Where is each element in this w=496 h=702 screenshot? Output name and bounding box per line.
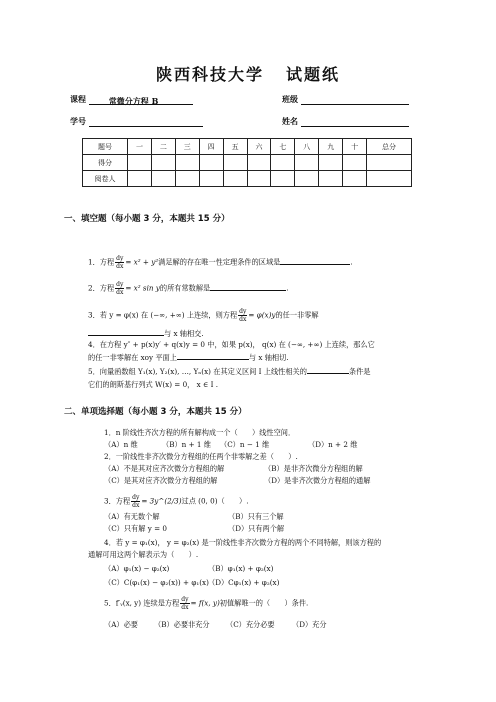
col-4: 四 [199,139,223,155]
option-b[interactable]: （B）φ₁(x) + φ₂(x) [208,564,274,573]
option-c[interactable]: （C）n − 1 维 [220,440,270,449]
q-num: 1．方程 [88,257,115,267]
col-9: 九 [319,139,343,155]
grader-cell[interactable] [128,171,152,187]
option-a[interactable]: （A）有无数个解 [104,512,160,521]
option-c[interactable]: （C）只有解 y = 0 [104,524,167,533]
class-blank [301,95,409,105]
score-cell[interactable] [295,155,319,171]
q-text: 与 x 轴相切. [248,353,289,362]
option-d[interactable]: （D）n + 2 维 [308,440,358,449]
s2-q2: 2．一阶线性非齐次微分方程组的任两个非零解之差（ ）. [104,452,298,461]
grader-cell[interactable] [367,171,412,187]
option-c[interactable]: （C）C(φ₁(x) − φ₂(x)) + φ₁(x) [104,578,209,587]
fraction [115,255,124,270]
option-d[interactable]: （D）Cφ₁(x) + φ₂(x) [208,578,280,587]
col-8: 八 [295,139,319,155]
s2-q4-cont: 通解可用这两个解表示为（ ）. [88,550,199,559]
score-cell[interactable] [247,155,271,171]
answer-blank[interactable] [88,328,164,336]
frac-bottom: dx [116,263,124,270]
s1-q3-cont [88,328,204,338]
grader-cell[interactable] [343,171,367,187]
s1-q2 [88,281,289,296]
grader-cell[interactable] [175,171,199,187]
col-2: 二 [151,139,175,155]
answer-blank[interactable] [210,283,289,293]
equation: = x² + y² [125,257,159,267]
q-end: . [350,257,353,267]
s2-q1: 1．n 阶线性齐次方程的所有解构成一个（ ）线性空间． [104,428,296,437]
class-field [282,94,409,105]
option-b[interactable]: （B）只有三个解 [228,512,284,521]
score-cell[interactable] [175,155,199,171]
option-a[interactable]: （A）必要 [104,620,138,629]
section1-heading: 一、填空题（每小题 3 分，本题共 15 分） [64,214,230,224]
q-num: 3．方程 [104,496,131,506]
name-field [282,116,409,127]
col-3: 三 [175,139,199,155]
col-5: 五 [223,139,247,155]
frac-bottom: dx [239,316,247,323]
s2-q1-options [104,440,357,449]
s1-q4 [88,340,375,349]
answer-blank[interactable] [177,352,249,360]
q-text: 5．向量函数组 Y₁(x), Y₂(x), …, Yₙ(x) 在其定义区间 I 上线性相关的 [88,367,307,376]
fraction [180,596,189,611]
frac-top: dy [181,596,189,603]
frac-top: dy [239,308,247,315]
s1-q3 [88,308,319,323]
row-label-number: 题号 [83,139,128,155]
option-b[interactable]: （B）是非齐次微分方程组的解 [264,464,363,473]
equation: = 3y^(2/3) [141,496,182,506]
option-c[interactable]: （C）是其对应齐次微分方程组的解 [104,476,218,485]
grader-cell[interactable] [151,171,175,187]
s2-q4-options-1 [104,564,273,573]
class-label: 班级 [282,94,298,104]
q-text: 的任一非零解 [275,310,319,320]
col-6: 六 [247,139,271,155]
score-cell[interactable] [223,155,247,171]
grader-cell[interactable] [319,171,343,187]
score-row [83,155,412,171]
option-d[interactable]: （D）只有两个解 [228,524,285,533]
col-1: 一 [128,139,152,155]
score-cell[interactable] [199,155,223,171]
q-text: 4．在方程 y″ + p(x)y′ + q(x)y = 0 中，如果 p(x)， q(x) 在 (−∞, +∞) 上连续，那么它 [88,340,375,349]
q-text: 过点 (0, 0)（ ）. [181,496,249,506]
fraction [238,308,247,323]
answer-blank[interactable] [307,366,349,374]
grader-row [83,171,412,187]
frac-bottom: dx [181,604,189,611]
option-b[interactable]: （B）必要非充分 [154,620,210,629]
q-text: 3．若 y = φ(x) 在 (−∞, +∞) 上连续，则方程 [88,310,238,320]
score-table [82,138,412,187]
score-cell[interactable] [319,155,343,171]
fraction [115,281,124,296]
option-d[interactable]: （D）是非齐次微分方程组的通解 [264,476,371,485]
row-label-grader: 阅卷人 [83,171,128,187]
q-end: . [286,283,289,293]
s2-q5-options [104,620,327,629]
col-10: 十 [343,139,367,155]
grader-cell[interactable] [271,171,295,187]
frac-top: dy [132,494,140,501]
course-label: 课程 [70,94,86,104]
score-cell[interactable] [271,155,295,171]
grader-cell[interactable] [199,171,223,187]
course-field [70,94,193,105]
q-num: 2．方程 [88,283,115,293]
q-text: 与 x 轴相交. [164,329,204,338]
grader-cell[interactable] [223,171,247,187]
title-suffix: 试题纸 [286,65,341,84]
grader-cell[interactable] [247,171,271,187]
name-blank [301,117,409,127]
q-text: 的所有常数解是 [159,283,211,293]
id-field [70,116,203,127]
section2-heading: 二、单项选择题（每小题 3 分，本题共 15 分） [64,407,247,417]
q-text: 的任一非零解在 xoy 平面上 [88,353,177,362]
q-text: 初值解唯一的（ ）条件. [219,598,309,608]
s2-q4-options-2 [104,578,279,587]
option-a[interactable]: （A）不是其对应齐次微分方程组的解 [104,464,225,473]
grader-cell[interactable] [295,171,319,187]
frac-bottom: dx [116,289,124,296]
option-d[interactable]: （D）充分 [292,620,327,629]
s2-q2-options-1 [104,464,363,473]
score-header-row [83,139,412,155]
q-text: 5．f′ᵧ(x, y) 连续是方程 [104,598,180,608]
s1-q5-cont [88,380,218,389]
s1-q1 [88,255,353,270]
option-a[interactable]: （A）φ₁(x) − φ₂(x) [104,564,170,573]
col-total: 总分 [367,139,412,155]
q-text: 它们的朗斯基行列式 W(x) = 0， x ∈ I . [88,380,219,389]
s1-q5 [88,366,371,376]
course-value: 常微分方程 B [89,96,193,105]
equation: = φ(x)y [248,310,276,320]
title-main: 陕西科技大学 [155,65,264,84]
frac-bottom: dx [132,502,140,509]
col-7: 七 [271,139,295,155]
s2-q3-options-2 [104,524,284,533]
option-a[interactable]: （A）n 维 [104,440,138,449]
s2-q3-options-1 [104,512,284,521]
row-label-score: 得分 [83,155,128,171]
name-label: 姓名 [282,116,298,126]
answer-blank[interactable] [280,257,353,267]
s2-q4: 4．若 y = φ₁(x)， y = φ₂(x) 是一阶线性非齐次微分方程的两个不同特解，则该方程的 [104,538,382,547]
score-cell[interactable] [343,155,367,171]
id-blank [89,117,203,127]
equation: = x² sin y [125,283,160,293]
s1-q4-cont [88,352,289,362]
q-text: 条件是 [348,367,371,376]
s2-q3 [104,494,249,509]
option-c[interactable]: （C）充分必要 [226,620,275,629]
s2-q2-options-2 [104,476,370,485]
score-cell[interactable] [128,155,152,171]
s2-q5 [104,596,308,611]
equation: = f(x, y) [190,598,220,608]
fraction [131,494,140,509]
option-b[interactable]: （B）n + 1 维 [162,440,211,449]
score-cell[interactable] [151,155,175,171]
q-text: 满足解的存在唯一性定理条件的区域是 [158,257,281,267]
frac-top: dy [116,281,124,288]
page-title [0,62,496,85]
score-cell[interactable] [367,155,412,171]
frac-top: dy [116,255,124,262]
id-label: 学号 [70,116,86,126]
